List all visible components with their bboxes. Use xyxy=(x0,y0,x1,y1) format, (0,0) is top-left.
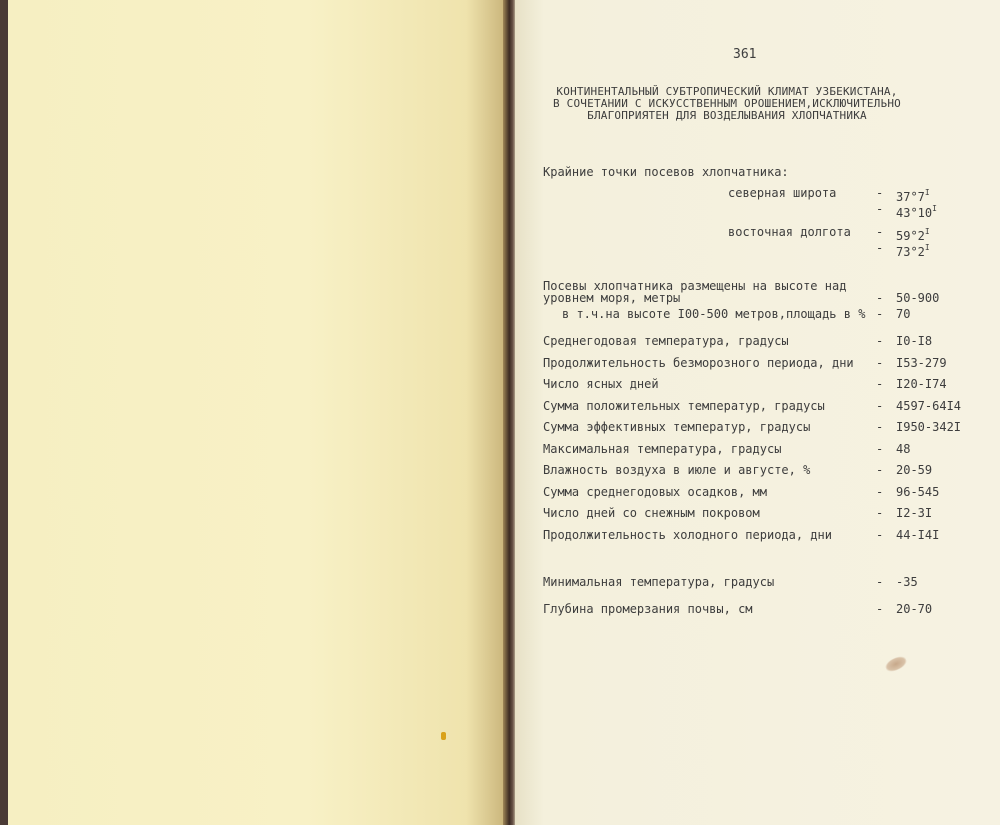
table-row-value: 20-59 xyxy=(896,463,933,477)
table-row-label: Сумма положительных температур, градусы xyxy=(543,399,825,413)
table-row-value: -35 xyxy=(896,575,918,589)
table-row-value: I20-I74 xyxy=(896,377,947,391)
north-latitude-dash-2: - xyxy=(876,202,884,216)
page-number: 361 xyxy=(733,47,757,62)
table-row-dash: - xyxy=(876,399,884,413)
paper-speck xyxy=(441,732,446,740)
table-row-dash: - xyxy=(876,334,884,348)
table-row-label: Число дней со снежным покровом xyxy=(543,506,760,520)
east-longitude-dash-2: - xyxy=(876,241,884,255)
title-line-1: КОНТИНЕНТАЛЬНЫЙ СУБТРОПИЧЕСКИЙ КЛИМАТ УЗБЕКИСТАНА, xyxy=(556,85,898,98)
table-row-value: I2-3I xyxy=(896,506,933,520)
table-row-label: Минимальная температура, градусы xyxy=(543,575,775,589)
table-row-dash: - xyxy=(876,377,884,391)
extreme-points-heading: Крайние точки посевов хлопчатника: xyxy=(543,165,789,179)
north-latitude-label: северная широта xyxy=(728,186,837,200)
table-row-value: 4597-64I4 xyxy=(896,399,962,413)
table-row-dash: - xyxy=(876,463,884,477)
altitude-line-2: уровнем моря, метры xyxy=(543,291,681,305)
altitude-line-1: Посевы хлопчатника размещены на высоте над xyxy=(543,279,847,293)
table-row-value: 96-545 xyxy=(896,485,940,499)
table-row-dash: - xyxy=(876,506,884,520)
table-row-label: Сумма эффективных температур, градусы xyxy=(543,420,811,434)
table-row-dash: - xyxy=(876,602,884,616)
table-row-dash: - xyxy=(876,442,884,456)
altitude-dash: - xyxy=(876,291,884,305)
table-row-label: Среднегодовая температура, градусы xyxy=(543,334,789,348)
altitude-value: 50-900 xyxy=(896,291,940,305)
table-row-dash: - xyxy=(876,485,884,499)
table-row-dash: - xyxy=(876,420,884,434)
altitude-sub-dash: - xyxy=(876,307,884,321)
table-row-value: I0-I8 xyxy=(896,334,933,348)
table-row-value: 44-I4I xyxy=(896,528,940,542)
table-row-dash: - xyxy=(876,356,884,370)
title-line-3: БЛАГОПРИЯТЕН ДЛЯ ВОЗДЕЛЫВАНИЯ ХЛОПЧАТНИКА xyxy=(587,109,867,122)
table-row-label: Продолжительность безморозного периода, дни xyxy=(543,356,854,370)
east-longitude-label: восточная долгота xyxy=(728,225,851,239)
east-longitude-value-2: $73^\circ 2^I$ xyxy=(896,243,930,259)
east-longitude-value-1: $59^\circ 2^I$ xyxy=(896,227,930,243)
table-row-label: Число ясных дней xyxy=(543,377,659,391)
table-row-value: 48 xyxy=(896,442,911,456)
east-longitude-dash-1: - xyxy=(876,225,884,239)
altitude-sub-value: 70 xyxy=(896,307,911,321)
table-row-value: I950-342I xyxy=(896,420,962,434)
table-row-label: Влажность воздуха в июле и августе, % xyxy=(543,463,811,477)
table-row-dash: - xyxy=(876,528,884,542)
table-row-dash: - xyxy=(876,575,884,589)
title-line-2: В СОЧЕТАНИИ С ИСКУССТВЕННЫМ ОРОШЕНИЕМ,ИСКЛЮЧИТЕЛЬНО xyxy=(553,97,901,110)
table-row-label: Максимальная температура, градусы xyxy=(543,442,782,456)
north-latitude-value-1: $37^\circ 7^I$ xyxy=(896,188,930,204)
table-row-value: 20-70 xyxy=(896,602,933,616)
table-row-label: Сумма среднегодовых осадков, мм xyxy=(543,485,767,499)
table-row-label: Продолжительность холодного периода, дни xyxy=(543,528,832,542)
altitude-sub-label: в т.ч.на высоте I00-500 метров,площадь в % xyxy=(562,307,866,321)
north-latitude-dash-1: - xyxy=(876,186,884,200)
table-row-label: Глубина промерзания почвы, см xyxy=(543,602,753,616)
left-page-blank xyxy=(8,0,506,825)
table-row-value: I53-279 xyxy=(896,356,947,370)
north-latitude-value-2: $43^\circ 10^I$ xyxy=(896,204,937,220)
